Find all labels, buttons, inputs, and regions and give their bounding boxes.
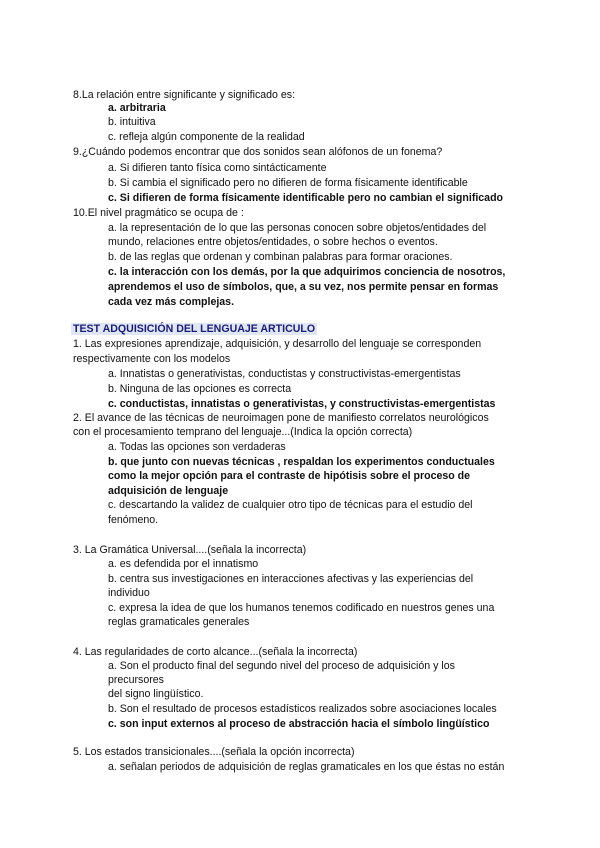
test-1-stem-line1: 1. Las expresiones aprendizaje, adquisición, y desarrollo del lenguaje se corresponden xyxy=(73,338,482,350)
test-5-option-a: a. señalan periodos de adquisición de reglas gramaticales en los que éstas no están xyxy=(108,761,505,773)
test-4-option-b: b. Son el resultado de procesos estadísticos realizados sobre asociaciones locales xyxy=(108,703,497,715)
test-4-stem: 4. Las regularidades de corto alcance...(señala la incorrecta) xyxy=(73,646,358,658)
question-10-option-a-line1: a. la representación de lo que las personas conocen sobre objetos/entidades del xyxy=(108,222,487,234)
test-2-option-c-line2: fenómeno. xyxy=(108,514,159,526)
test-1-option-b: b. Ninguna de las opciones es correcta xyxy=(108,383,292,395)
question-10-option-c-line1: c. la interacción con los demás, por la que adquirimos conciencia de nosotros, xyxy=(108,266,506,278)
test-2-option-b-line3: adquisición de lenguaje xyxy=(108,485,229,497)
question-9-stem: 9.¿Cuándo podemos encontrar que dos sonidos sean alófonos de un fonema? xyxy=(73,146,443,158)
test-2-stem-line1: 2. El avance de las técnicas de neuroimagen pone de manifiesto correlatos neurológicos xyxy=(73,412,489,424)
section-title-wrap xyxy=(73,322,317,336)
question-10-option-a-line2: mundo, relaciones entre objetos/entidades, o sobre hechos o eventos. xyxy=(108,236,438,248)
test-2-option-a: a. Todas las opciones son verdaderas xyxy=(108,441,286,453)
test-3-stem: 3. La Gramática Universal....(señala la incorrecta) xyxy=(73,544,307,556)
test-4-option-a-line2: precursores xyxy=(108,674,164,686)
test-4-option-a-line3: del signo lingüístico. xyxy=(108,688,204,700)
test-4-option-a-line1: a. Son el producto final del segundo nivel del proceso de adquisición y los xyxy=(108,660,455,672)
test-3-option-c-line1: c. expresa la idea de que los humanos tenemos codificado en nuestros genes una xyxy=(108,602,495,614)
test-2-option-c-line1: c. descartando la validez de cualquier otro tipo de técnicas para el estudio del xyxy=(108,499,473,511)
question-8-option-b: b. intuitiva xyxy=(108,116,156,128)
test-1-option-c: c. conductistas, innatistas o generativistas, y constructivistas-emergentistas xyxy=(108,398,496,410)
test-1-option-a: a. Innatistas o generativistas, conductistas y constructivistas-emergentistas xyxy=(108,368,461,380)
test-2-option-b-line2: como la mejor opción para el contraste de hipótisis sobre el proceso de xyxy=(108,470,471,482)
question-8-option-c: c. refleja algún componente de la realidad xyxy=(108,131,305,143)
test-5-stem: 5. Los estados transicionales....(señala la opción incorrecta) xyxy=(73,746,355,758)
test-2-option-b-line1: b. que junto con nuevas técnicas , respaldan los experimentos conductuales xyxy=(108,456,495,468)
test-1-stem-line2: respectivamente con los modelos xyxy=(73,353,231,365)
question-10-option-c-line3: cada vez más complejas. xyxy=(108,296,235,308)
test-2-stem-line2: con el procesamiento temprano del lenguaje...(Indica la opción correcta) xyxy=(73,426,413,438)
question-10-option-c-line2: aprendemos el uso de símbolos, que, a su vez, nos permite pensar en formas xyxy=(108,281,499,293)
question-10-stem: 10.El nivel pragmático se ocupa de : xyxy=(73,207,244,219)
test-4-option-c: c. son input externos al proceso de abstracción hacia el símbolo lingüístico xyxy=(108,718,490,730)
test-3-option-b-line1: b. centra sus investigaciones en interacciones afectivas y las experiencias del xyxy=(108,573,474,585)
question-9-option-b: b. Si cambia el significado pero no difieren de forma físicamente identificable xyxy=(108,177,468,189)
question-10-option-b: b. de las reglas que ordenan y combinan palabras para formar oraciones. xyxy=(108,251,453,263)
test-3-option-c-line2: reglas gramaticales generales xyxy=(108,616,250,628)
question-9-option-a: a. Si difieren tanto física como sintácticamente xyxy=(108,162,327,174)
test-3-option-b-line2: individuo xyxy=(108,587,150,599)
section-title: TEST ADQUISICIÓN DEL LENGUAJE ARTICULO xyxy=(73,323,316,335)
question-8-stem: 8.La relación entre significante y significado es: xyxy=(73,89,296,101)
question-9-option-c: c. Si difieren de forma físicamente identificable pero no cambian el significado xyxy=(108,192,504,204)
question-8-option-a: a. arbitraria xyxy=(108,102,166,114)
test-3-option-a: a. es defendida por el innatismo xyxy=(108,558,259,570)
